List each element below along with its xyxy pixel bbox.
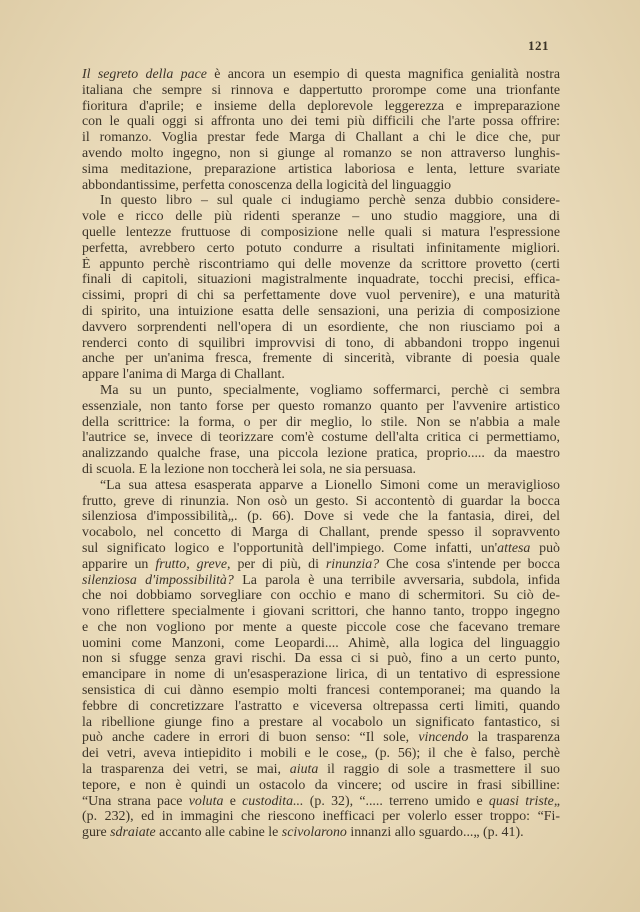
text-span: sensistica di cui dànno esempio molti francesi contemporanei; ma quando la (82, 683, 560, 699)
page-number: 121 (528, 38, 549, 53)
text-line (82, 494, 560, 510)
text-span: vono riflettere specialmente i giovani scrittori, che hanno tanto, troppo ingegno (82, 604, 560, 620)
text-line (82, 130, 560, 146)
text-line (82, 478, 560, 494)
text-line (82, 667, 560, 683)
text-line (82, 67, 560, 83)
text-line (82, 162, 560, 178)
text-span: sima meditazione, preparazione artistica laboriosa e lenta, letture svariate (82, 161, 560, 177)
text-span: della scrittrice: la forma, o per dir meglio, lo stile. Non se n'abbia a male (82, 414, 560, 430)
text-line (82, 288, 560, 304)
text-span: renderci conto di squilibri improvvisi di tono, di abbandoni troppo ingenui (82, 335, 560, 351)
text-span: sul significato logico e l'opportunità dell'impiego. Come infatti, un' (82, 540, 498, 556)
text-span: finali di capitoli, situazioni magistralmente inquadrate, tocchi precisi, effica- (82, 272, 560, 288)
text-line (82, 730, 560, 746)
text-line (82, 430, 560, 446)
text-line (82, 209, 560, 225)
text-span: è ancora un esempio di questa magnifica genialità nostra (206, 67, 560, 82)
italic-text: vincendo (418, 730, 469, 746)
text-span: l'autrice se, invece di teorizzare com'è costume dell'alta critica ci permettiamo, (82, 430, 560, 446)
text-span: analizzando qualche frase, una piccola lezione pratica, proprio..... da maestro (82, 446, 560, 462)
text-line (82, 225, 560, 241)
text-span: la trasparenza dei vetri, se mai, (82, 762, 290, 778)
text-line (82, 746, 560, 762)
text-span: e (223, 793, 243, 809)
text-line (82, 683, 560, 699)
text-line (82, 272, 560, 288)
text-span: uomini come Manzoni, come Leopardi.... Ahimè, alla logica del linguaggio (82, 635, 560, 651)
italic-text: sdraiate (110, 825, 156, 841)
text-span: abbondantissime, perfetta conoscenza della logicità del linguaggio (82, 177, 452, 193)
text-span: , per di più, di (227, 556, 326, 572)
text-span: anche per un'anima fresca, fremente di sincerità, vibrante di poesia quale (82, 351, 560, 367)
text-line (82, 509, 560, 525)
text-line (82, 794, 560, 810)
text-span: la trasparenza (468, 730, 560, 746)
text-span: innanzi allo sguardo...„ (p. 41). (346, 825, 524, 841)
text-line (82, 699, 560, 715)
text-span: silenziosa d'impossibilità„. (p. 66). Dove si vede che la fantasia, direi, del (82, 509, 560, 525)
text-span: gure (82, 825, 111, 841)
text-span: In questo libro – sul quale ci indugiamo perchè senza dubbio considere- (100, 193, 560, 209)
text-span: La parola è una terribile avversaria, subdola, infida (233, 572, 560, 588)
text-span: (p. 232), ed in immagini che riescono inefficaci per volerlo esser troppo: “Fi- (82, 809, 560, 825)
text-span: può (530, 540, 560, 556)
text-line (82, 588, 560, 604)
text-line (82, 715, 560, 731)
text-span: accanto alle cabine le (155, 825, 282, 841)
text-line (82, 825, 560, 841)
italic-text: quasi triste (488, 793, 554, 809)
text-line (82, 525, 560, 541)
text-span: fioritura d'aprile; e insieme della deplorevole leggerezza e impreparazione (82, 98, 560, 114)
text-line (82, 193, 560, 209)
italic-text: custodita... (242, 793, 304, 809)
text-span: essenziale, non tanto forse per questo romanzo quanto per l'avvenire artistico (82, 398, 560, 414)
text-line (82, 114, 560, 130)
text-span: la ribellione giunge fino a prestare al vocabolo un significato fantastico, si (82, 714, 560, 730)
text-span: È appunto perchè riscontriamo qui delle movenze da scrittore provetto (certi (82, 256, 560, 272)
text-span: non si sfugge senza gravi rischi. Da essa ci si può, fino a un certo punto, (82, 651, 560, 667)
text-span: Che cosa s'intende per bocca (379, 556, 560, 572)
text-line (82, 809, 560, 825)
text-span: che noi dobbiamo sorvegliare con occhio e mano di schermitori. Su ciò de- (82, 588, 560, 604)
text-span: dei vetri, aveva intiepidito i mobili e le cose„ (p. 56); il che è falso, perchè (82, 746, 560, 762)
text-span: „ (553, 793, 560, 809)
text-span: con le quali oggi si affronta uno dei temi più difficili che l'arte possa offrire: (82, 114, 560, 130)
text-span: davvero sorprendenti nell'opera di un esordiente, che non riusciamo poi a (82, 319, 560, 335)
text-line (82, 557, 560, 573)
text-span: e che non vogliono por mente a queste piccole cose che facevano tremare (82, 619, 560, 635)
text-line (82, 762, 560, 778)
text-line (82, 351, 560, 367)
text-span: (p. 32), “..... terreno umido e (303, 793, 489, 809)
text-line (82, 462, 560, 478)
text-line (82, 620, 560, 636)
text-span: frutto, greve di rinunzia. Non osò un gesto. Si accontentò di guardar la bocca (82, 493, 560, 509)
text-span: emancipare in nome di un'esasperazione lirica, di un tentativo di espressione (82, 667, 560, 683)
text-span: “Una strana pace (82, 793, 189, 809)
text-span: italiana che sempre si rinnova e dappertutto prorompe come una trionfante (82, 82, 560, 98)
italic-text: frutto, greve (155, 556, 227, 572)
text-line (82, 778, 560, 794)
text-line (82, 636, 560, 652)
text-line (82, 146, 560, 162)
text-span: appare l'anima di Marga di Challant. (82, 367, 285, 383)
text-line (82, 383, 560, 399)
italic-text: silenziosa d'impossibilità? (82, 572, 234, 588)
text-line (82, 83, 560, 99)
text-line (82, 178, 560, 194)
text-span: febbre di concretizzare l'astratto e viceversa oltrepassa certi limiti, quando (82, 698, 560, 714)
text-span: avendo molto ingegno, non si giunge al romanzo se non attraverso lunghis- (82, 145, 560, 161)
text-span: “La sua attesa esasperata apparve a Lionello Simoni come un meraviglioso (100, 477, 560, 493)
text-span: di spirito, una intuizione esatta delle sensazioni, una perizia di composizione (82, 303, 560, 319)
italic-text: attesa (497, 540, 531, 556)
text-line (82, 446, 560, 462)
text-span: vocabolo, nel concetto di Marga di Challant, prende spesso il sopravvento (82, 525, 560, 541)
italic-text: rinunzia? (325, 556, 380, 572)
text-span: il romanzo. Voglia prestar fede Marga di Challant a chi le dice che, pur (82, 130, 560, 146)
text-span: perfetta, avrebbero certo potuto condurre a risultati infinitamente migliori. (82, 240, 560, 256)
text-line (82, 257, 560, 273)
text-line (82, 336, 560, 352)
text-span: Ma su un punto, specialmente, vogliamo soffermarci, perchè ci sembra (100, 382, 560, 398)
italic-text: aiuta (289, 762, 319, 778)
text-span: può anche cadere in errori di buon senso: “Il sole, (82, 730, 419, 746)
text-line (82, 241, 560, 257)
text-line (82, 304, 560, 320)
text-line (82, 99, 560, 115)
text-span: il raggio di sole a trasmettere il suo (318, 762, 560, 778)
text-span: tepore, e non è quindi un ostacolo da vincere; od uscire in frasi sibilline: (82, 777, 560, 793)
text-span: apparire un (82, 556, 156, 572)
italic-text: Il segreto della pace (82, 67, 207, 82)
text-line (82, 367, 560, 383)
text-line (82, 399, 560, 415)
text-line (82, 320, 560, 336)
text-span: di scuola. E la lezione non toccherà lei sola, ne sia persuasa. (82, 461, 417, 477)
text-line (82, 573, 560, 589)
italic-text: voluta (188, 793, 224, 809)
text-line (82, 651, 560, 667)
text-line (82, 604, 560, 620)
text-span: quelle lentezze fruttuose di composizione nelle quali si matura l'espressione (82, 224, 560, 240)
italic-text: scivolarono (281, 825, 347, 841)
body-text (82, 67, 560, 841)
text-span: cissimi, propri di chi sa perfettamente dove vuol pervenire), e una maturità (82, 288, 560, 304)
text-line (82, 415, 560, 431)
text-line (82, 541, 560, 557)
text-span: vole e ricco delle più ridenti speranze – uno studio maggiore, una di (82, 209, 560, 225)
